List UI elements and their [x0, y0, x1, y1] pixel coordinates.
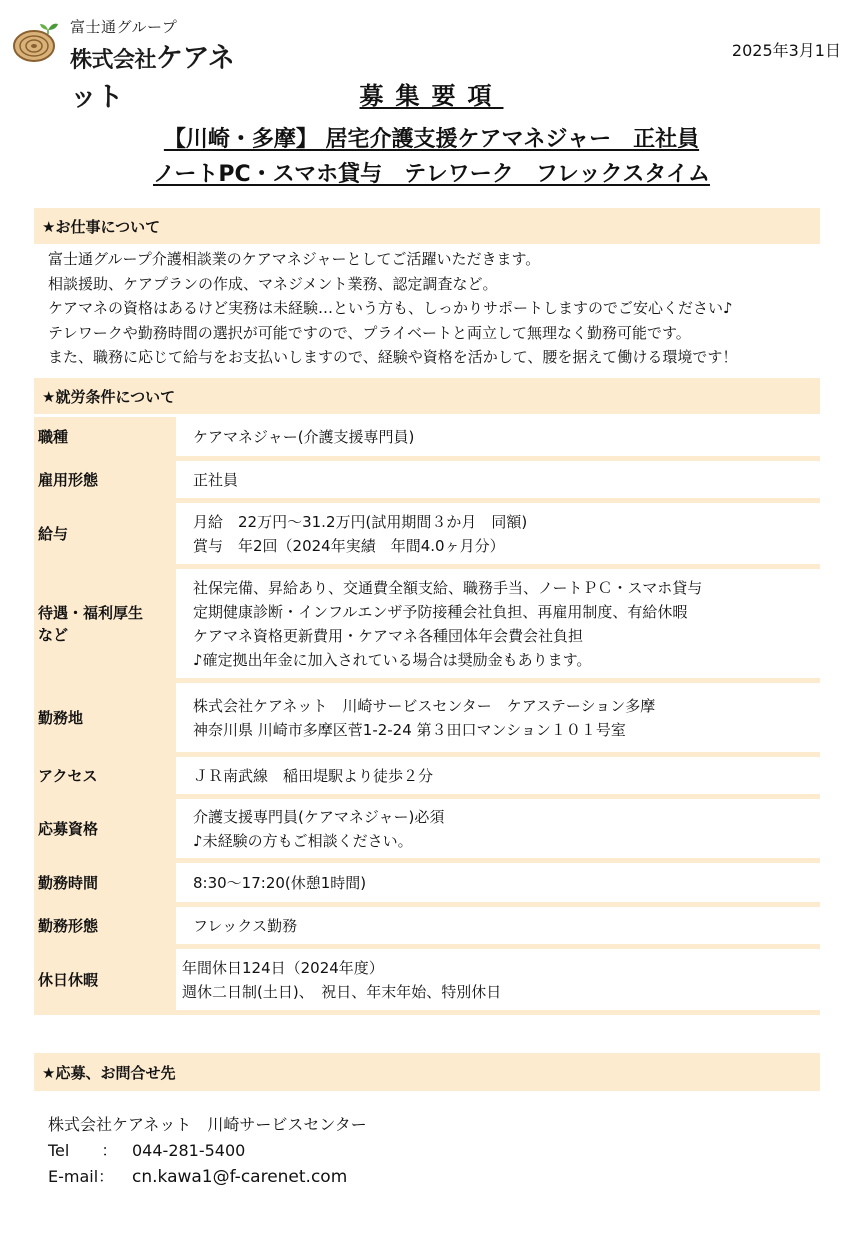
row-value-line: 神奈川県 川崎市多摩区菅1-2-24 第３田口マンション１０１号室	[193, 720, 626, 739]
contact-company: 株式会社ケアネット 川崎サービスセンター	[48, 1115, 367, 1134]
row-value	[179, 799, 820, 858]
row-value-line: 月給 22万円～31.2万円(試用期間３か月 同額)	[193, 512, 528, 531]
job-description	[48, 247, 737, 370]
job-description-line: 相談援助、ケアプランの作成、マネジメント業務、認定調査など。	[48, 274, 498, 293]
row-value	[179, 417, 820, 456]
email-address[interactable]: cn.kawa1@f-carenet.com	[132, 1167, 348, 1187]
page-title-text: 募集要項	[359, 82, 504, 110]
row-value-line: 社保完備、昇給あり、交通費全額支給、職務手当、ノートＰＣ・スマホ貸与	[193, 578, 703, 597]
tel-label: Tel ：	[48, 1141, 118, 1160]
row-value-line: 定期健康診断・インフルエンザ予防接種会社負担、再雇用制度、有給休暇	[193, 602, 688, 621]
row-value	[179, 907, 820, 944]
row-value-line: 介護支援専門員(ケアマネジャー)必須	[193, 807, 445, 826]
section-heading-conditions: ★就労条件について	[34, 378, 820, 414]
job-title-line1	[0, 122, 863, 153]
row-value	[179, 461, 820, 498]
contact-info	[48, 1112, 367, 1190]
table-row-job-type	[34, 417, 820, 461]
company-brand: ケアネット	[70, 43, 235, 113]
row-label: 勤務形態	[34, 907, 179, 944]
row-label: 雇用形態	[34, 461, 179, 498]
row-label: 休日休暇	[34, 949, 179, 1010]
table-row-salary	[34, 503, 820, 569]
email-label: E-mail：	[48, 1167, 115, 1186]
row-label: 応募資格	[34, 799, 179, 858]
row-value-line: ♪確定拠出年金に加入されている場合は奨励金もあります。	[193, 650, 592, 669]
company-prefix: 株式会社	[70, 48, 157, 73]
row-label: 勤務地	[34, 683, 179, 752]
job-title-line2-text: ノートPC・スマホ貸与 テレワーク フレックスタイム	[153, 162, 710, 187]
conditions-table	[34, 417, 820, 1015]
group-name: 富士通グループ	[70, 18, 178, 36]
row-value-line: ♪未経験の方もご相談ください。	[193, 831, 413, 850]
table-row-benefits	[34, 569, 820, 683]
row-value-line: ケアマネ資格更新費用・ケアマネ各種団体年会費会社負担	[193, 626, 584, 645]
row-value	[179, 949, 820, 1010]
job-title-line1-text: 【川崎・多摩】 居宅介護支援ケアマネジャー 正社員	[163, 127, 700, 152]
job-description-line: テレワークや勤務時間の選択が可能ですので、プライベートと両立して無理なく勤務可能です。	[48, 323, 691, 342]
company-logo	[12, 10, 244, 113]
row-label: 勤務時間	[34, 863, 179, 902]
row-value	[179, 757, 820, 794]
row-value-line: 賞与 年2回（2024年実績 年間4.0ヶ月分）	[193, 536, 505, 555]
section-heading-contact: ★応募、お問合せ先	[34, 1053, 820, 1091]
row-value-line: ケアマネジャー(介護支援専門員)	[193, 427, 415, 446]
row-value-line: 年間休日124日（2024年度）	[182, 958, 384, 977]
contact-email-row	[48, 1164, 367, 1190]
row-value-line: 週休二日制(土日)、 祝日、年末年始、特別休日	[182, 982, 502, 1001]
row-value-line: ＪＲ南武線 稲田堤駅より徒歩２分	[193, 766, 434, 785]
table-row-work-style	[34, 907, 820, 949]
job-description-line: また、職務に応じて給与をお支払いしますので、経験や資格を活かして、腰を据えて働ける環境です！	[48, 348, 738, 366]
row-value-line: 正社員	[193, 470, 239, 489]
section-heading-job: ★お仕事について	[34, 208, 820, 244]
row-value	[179, 503, 820, 564]
row-value-line: 8:30～17:20(休憩1時間)	[193, 873, 367, 892]
table-row-employment	[34, 461, 820, 503]
row-value-line: 株式会社ケアネット 川崎サービスセンター ケアステーション多摩	[193, 696, 656, 715]
job-description-line: 富士通グループ介護相談業のケアマネジャーとしてご活躍いただきます。	[48, 250, 541, 268]
table-row-hours	[34, 863, 820, 907]
tree-ring-logo-icon	[12, 22, 62, 62]
job-title-line2	[0, 157, 863, 188]
table-row-holidays	[34, 949, 820, 1015]
row-label: 待遇・福利厚生 など	[34, 569, 179, 678]
row-value	[179, 569, 820, 678]
table-row-qualification	[34, 799, 820, 863]
tel-number[interactable]: 044-281-5400	[132, 1141, 246, 1160]
row-label: 給与	[34, 503, 179, 564]
table-row-access	[34, 757, 820, 799]
row-label: アクセス	[34, 757, 179, 794]
row-value	[179, 863, 820, 902]
row-value	[179, 683, 820, 752]
row-label: 職種	[34, 417, 179, 456]
job-description-line: ケアマネの資格はあるけど実務は未経験…という方も、しっかりサポートしますのでご安心ください♪	[48, 299, 733, 317]
row-value-line: フレックス勤務	[193, 916, 298, 935]
page-title	[0, 76, 863, 111]
document-date: 2025年3月1日	[731, 41, 841, 60]
table-row-location	[34, 683, 820, 757]
contact-tel-row	[48, 1138, 367, 1164]
